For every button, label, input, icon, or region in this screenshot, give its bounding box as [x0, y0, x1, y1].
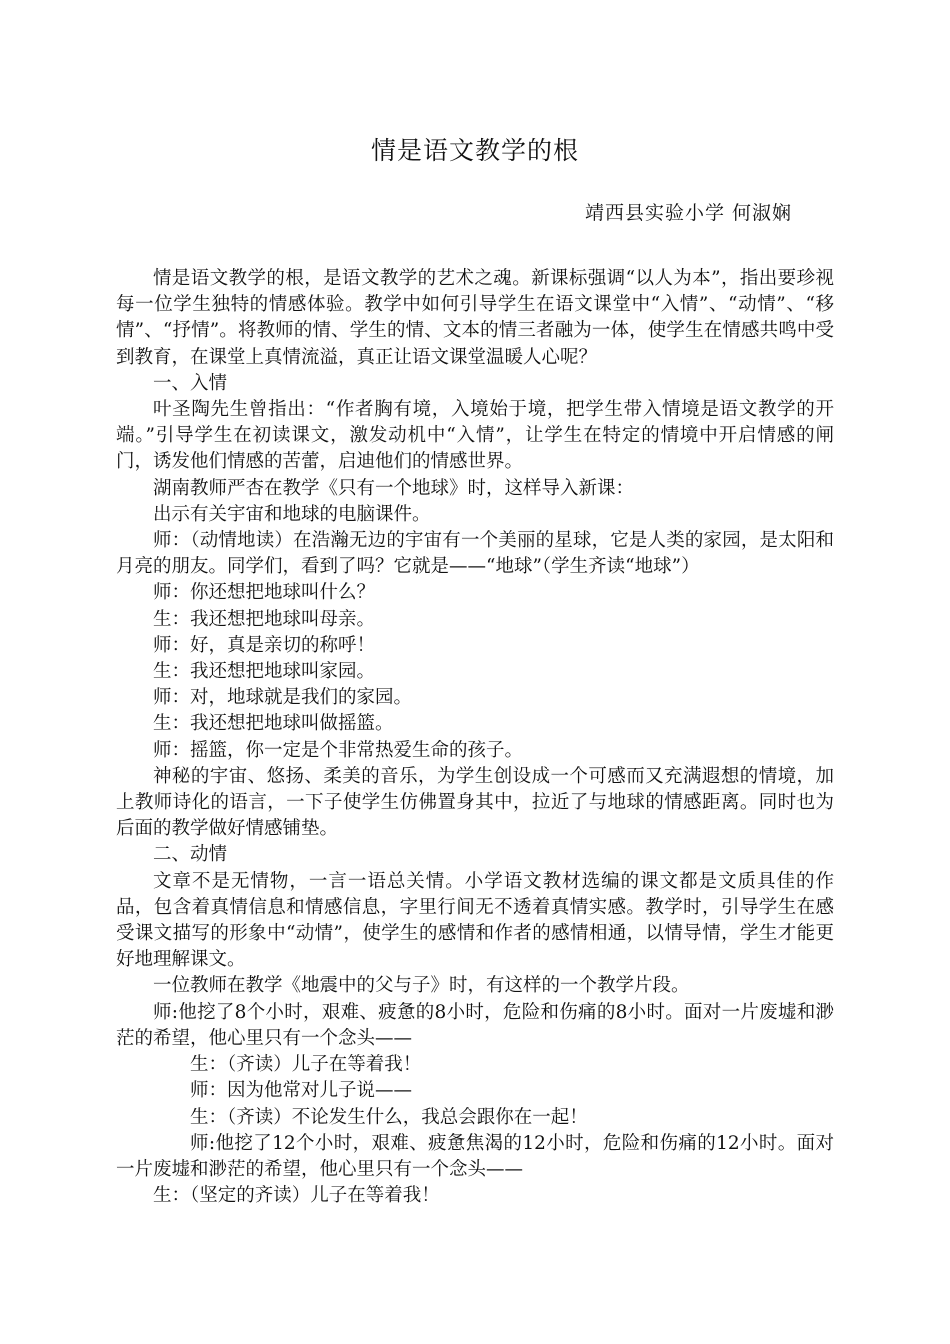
dialogue-line: 生：（齐读）不论发生什么，我总会跟你在一起！ [190, 1106, 588, 1128]
dialogue-line: 师:他挖了8个小时，艰难、疲惫的8小时，危险和伤痛的8小时。面对一片废墟和渺茫的希望，他心里只有一个念头—— [116, 1001, 834, 1049]
paragraph: 文章不是无情物，一言一语总关情。小学语文教材选编的课文都是文质具佳的作品，包含着真情信息和情感信息，字里行间无不透着真情实感。教学时，引导学生在感受课文描写的形象中“动情”，使学生的感情和作者的感情相通，以情导情，学生才能更好地理解课文。 [116, 870, 834, 971]
section-heading-2: 二、动情 [153, 844, 228, 866]
paragraph: 情是语文教学的根，是语文教学的艺术之魂。新课标强调“以人为本”，指出要珍视每一位学生独特的情感体验。教学中如何引导学生在语文课堂中“入情”、“动情”、“移情”、“抒情”。将教师的情、学生的情、文本的情三者融为一体，使学生在情感共鸣中受到教育，在课堂上真情流溢，真正让语文课堂温暖人心呢？ [116, 268, 834, 368]
paragraph: 一位教师在教学《地震中的父与子》时，有这样的一个教学片段。 [153, 975, 690, 997]
dialogue-line: 生：（坚定的齐读）儿子在等着我！ [153, 1185, 440, 1207]
dialogue-line: 生：我还想把地球叫母亲。 [153, 608, 376, 630]
paragraph: 叶圣陶先生曾指出：“作者胸有境，入境始于境，把学生带入情境是语文教学的开端。”引导学生在初读课文，激发动机中“入情”，让学生在特定的情境中开启情感的闸门，诱发他们情感的苦蕾，启迪他们的情感世界。 [116, 399, 834, 473]
dialogue-line: 生：（齐读）儿子在等着我！ [190, 1054, 422, 1076]
dialogue-line: 师：对，地球就是我们的家园。 [153, 687, 413, 709]
dialogue-line: 生：我还想把地球叫家园。 [153, 661, 376, 683]
section-heading-1: 一、入情 [153, 372, 228, 394]
dialogue-line: 师：你还想把地球叫什么？ [153, 582, 376, 604]
dialogue-line: 师：好，真是亲切的称呼！ [153, 634, 376, 656]
author-line: 靖西县实验小学 何淑娴 [584, 202, 792, 224]
dialogue-line: 师：摇篮，你一定是个非常热爱生命的孩子。 [153, 739, 524, 761]
document-title: 情是语文教学的根 [370, 136, 579, 165]
dialogue-line: 师:他挖了12个小时，艰难、疲惫焦渴的12小时，危险和伤痛的12小时。面对一片废墟和渺茫的希望，他心里只有一个念头—— [116, 1132, 834, 1180]
dialogue-line: 师：（动情地读）在浩瀚无边的宇宙有一个美丽的星球，它是人类的家园，是太阳和月亮的朋友。同学们，看到了吗？它就是——“地球”（学生齐读“地球”） [116, 530, 834, 578]
paragraph: 神秘的宇宙、悠扬、柔美的音乐，为学生创设成一个可感而又充满遐想的情境，加上教师诗化的语言，一下子使学生仿佛置身其中，拉近了与地球的情感距离。同时也为后面的教学做好情感铺垫。 [116, 765, 834, 840]
dialogue-line: 师：因为他常对儿子说—— [190, 1080, 413, 1102]
paragraph: 出示有关宇宙和地球的电脑课件。 [153, 503, 431, 525]
paragraph: 湖南教师严杏在教学《只有一个地球》时，这样导入新课： [153, 477, 635, 499]
dialogue-line: 生：我还想把地球叫做摇篮。 [153, 713, 394, 735]
document-body [116, 266, 834, 1209]
